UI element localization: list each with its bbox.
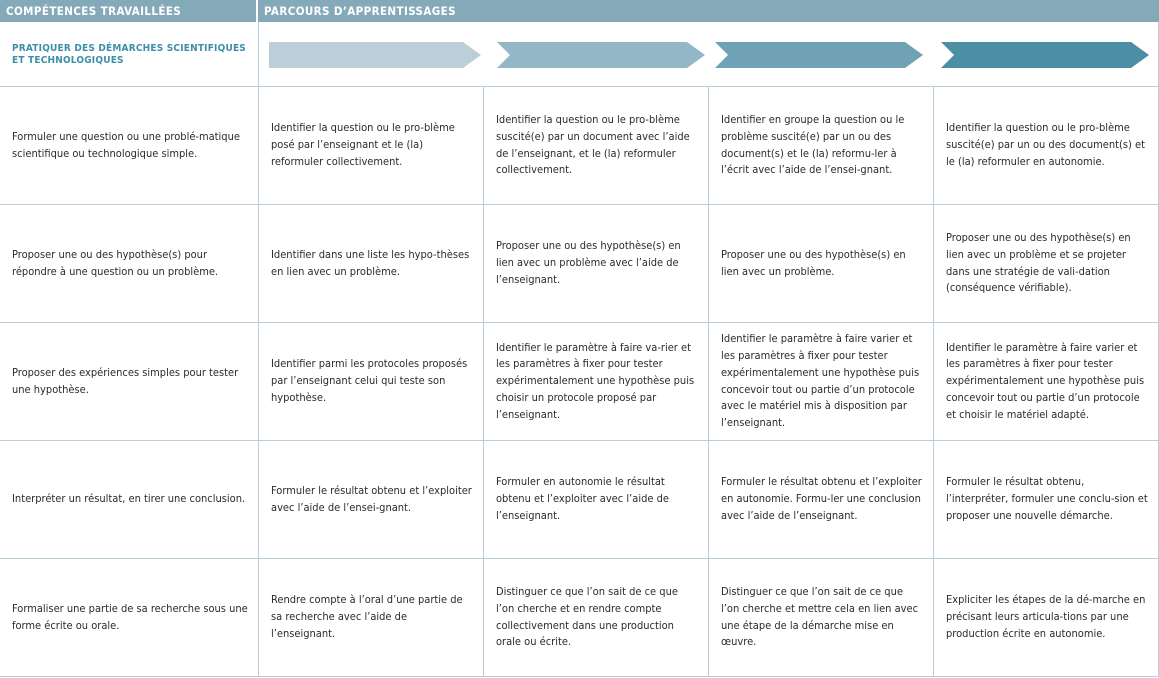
step-text: Formuler en autonomie le résultat obtenu et l’exploiter avec l’aide de l’enseignant. [496,475,669,522]
step-text: Identifier le paramètre à faire varier et les paramètres à fixer pour tester expérimentalement une hypothèse puis concevoir tout ou partie d’un protocole et choisir le matériel adapté. [946,340,1145,421]
progression-arrows [258,22,1159,86]
competence-cell [0,441,258,558]
competence-text: Interpréter un résultat, en tirer une conclusion. [12,492,246,506]
competence-text: Proposer des expériences simples pour tester une hypothèse. [12,365,239,396]
table-row [0,323,1159,441]
step-text: Formuler le résultat obtenu, l’interpréter, formuler une conclu-sion et proposer une nouvelle démarche. [946,475,1148,522]
header-parcours: PARCOURS D’APPRENTISSAGES [258,0,1159,22]
step-text: Identifier le paramètre à faire va-rier et les paramètres à fixer pour tester expérimentalement une hypothèse puis choisir un protocole proposé par l’enseignant. [496,340,695,421]
table-header [0,0,1159,22]
step-text: Formuler le résultat obtenu et l’exploiter en autonomie. Formu-ler une conclusion avec l’aide de l’enseignant. [721,475,922,522]
step-cell [708,205,933,322]
step-cell [708,441,933,558]
progression-arrow-1-icon [269,42,481,68]
step-cell [483,205,708,322]
step-cell [258,323,483,440]
competence-text: Formaliser une partie de sa recherche sous une forme écrite ou orale. [12,601,248,632]
step-cell [483,441,708,558]
progression-arrow-3-icon [715,42,923,68]
step-text: Identifier en groupe la question ou le problème suscité(e) par un ou des document(s) et le (la) reformu-ler à l’écrit avec l’aide de l’ensei-gnant. [721,113,905,177]
step-text: Distinguer ce que l’on sait de ce que l’on cherche et mettre cela en lien avec une étape de la démarche mise en œuvre. [721,585,919,649]
step-cell [708,323,933,440]
competence-text: Formuler une question ou une problé-matique scientifique ou technologique simple. [12,129,240,160]
step-cell [933,205,1159,322]
step-text: Proposer une ou des hypothèse(s) en lien avec un problème avec l’aide de l’enseignant. [496,239,681,286]
step-text: Identifier la question ou le pro-blème posé par l’enseignant et le (la) reformuler collectivement. [271,121,455,168]
step-text: Proposer une ou des hypothèse(s) en lien avec un problème. [721,247,906,278]
step-text: Proposer une ou des hypothèse(s) en lien avec un problème et se projeter dans une stratégie de vali-dation (conséquence vérifiable). [946,231,1131,295]
table-row [0,205,1159,323]
step-cell [933,87,1159,204]
progression-arrow-4-icon [941,42,1149,68]
step-text: Identifier la question ou le pro-blème suscité(e) par un ou des document(s) et le (la) reformuler en autonomie. [946,121,1146,168]
competence-cell [0,559,258,676]
progression-arrow-2-icon [497,42,705,68]
step-cell [933,323,1159,440]
step-text: Identifier parmi les protocoles proposés par l’enseignant celui qui teste son hypothèse. [271,357,468,404]
step-cell [933,559,1159,676]
step-cell [708,87,933,204]
competence-cell [0,323,258,440]
step-cell [258,205,483,322]
header-competences: COMPÉTENCES TRAVAILLÉES [0,0,258,22]
step-cell [258,441,483,558]
competence-group-title: PRATIQUER DES DÉMARCHES SCIENTIFIQUES ET TECHNOLOGIQUES [12,43,246,66]
step-text: Rendre compte à l’oral d’une partie de sa recherche avec l’aide de l’enseignant. [271,593,463,640]
step-cell [483,323,708,440]
competence-text: Proposer une ou des hypothèse(s) pour répondre à une question ou un problème. [12,247,219,278]
step-cell [258,559,483,676]
subheader-row [0,22,1159,87]
step-cell [933,441,1159,558]
table-row [0,441,1159,559]
table-row [0,559,1159,677]
step-text: Identifier la question ou le pro-blème suscité(e) par un document avec l’aide de l’enseignant, et le (la) reformuler collectivement. [496,113,690,177]
table-row [0,87,1159,205]
step-text: Formuler le résultat obtenu et l’exploiter avec l’aide de l’ensei-gnant. [271,483,472,514]
step-cell [483,559,708,676]
step-cell [483,87,708,204]
step-cell [258,87,483,204]
competence-cell [0,87,258,204]
step-text: Identifier dans une liste les hypo-thèses en lien avec un problème. [271,247,470,278]
step-text: Distinguer ce que l’on sait de ce que l’on cherche et en rendre compte collectivement dans une production orale ou écrite. [496,585,678,649]
step-cell [708,559,933,676]
competence-cell [0,205,258,322]
step-text: Identifier le paramètre à faire varier et les paramètres à fixer pour tester expérimentalement une hypothèse puis concevoir tout ou partie d’un protocole avec le matériel mis à disposition par l’enseignant. [721,332,920,429]
step-text: Expliciter les étapes de la dé-marche en précisant leurs articula-tions par une production écrite en autonomie. [946,593,1146,640]
